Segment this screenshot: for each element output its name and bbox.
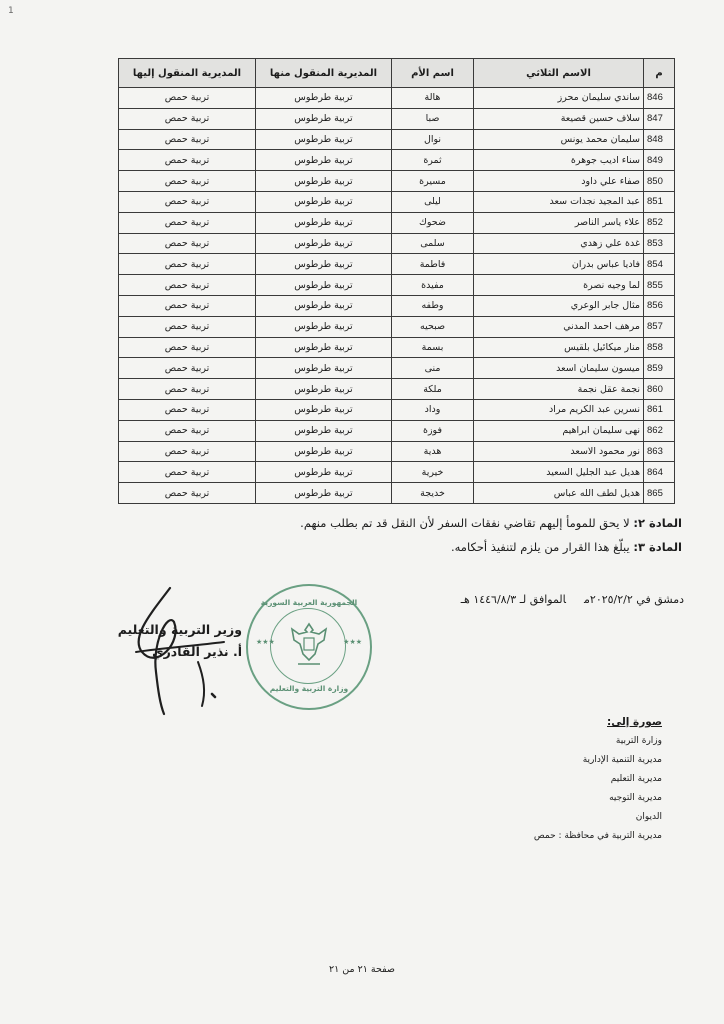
transfer-table <box>118 58 675 504</box>
cell-name: ساندي سليمان محرز <box>474 88 644 109</box>
cell-num: 859 <box>644 358 675 379</box>
cell-name: مرهف احمد المدني <box>474 316 644 337</box>
cell-from: تربية طرطوس <box>256 420 392 441</box>
article-label: المادة ٢: <box>633 516 682 530</box>
cell-num: 850 <box>644 171 675 192</box>
cell-name: نور محمود الاسعد <box>474 441 644 462</box>
cell-from: تربية طرطوس <box>256 233 392 254</box>
cell-num: 861 <box>644 399 675 420</box>
seal-top-text: الجمهورية العربية السورية <box>260 598 358 607</box>
cell-mother: نوال <box>392 129 474 150</box>
cell-to: تربية حمص <box>119 379 256 400</box>
cell-name: نسرين عبد الكريم مراد <box>474 399 644 420</box>
cell-name: سليمان محمد يونس <box>474 129 644 150</box>
cell-num: 852 <box>644 212 675 233</box>
cell-to: تربية حمص <box>119 420 256 441</box>
cell-num: 858 <box>644 337 675 358</box>
table-row <box>119 316 675 337</box>
cell-name: عبد المجيد نجدات سعد <box>474 191 644 212</box>
ministry-seal <box>246 584 372 710</box>
cell-from: تربية طرطوس <box>256 254 392 275</box>
table-row <box>119 462 675 483</box>
cell-mother: وطفه <box>392 295 474 316</box>
table-row <box>119 399 675 420</box>
cell-num: 853 <box>644 233 675 254</box>
cell-name: نجمة عقل نجمة <box>474 379 644 400</box>
cell-from: تربية طرطوس <box>256 337 392 358</box>
cell-mother: مسيرة <box>392 171 474 192</box>
cell-num: 864 <box>644 462 675 483</box>
cell-to: تربية حمص <box>119 171 256 192</box>
cell-name: ميسون سليمان اسعد <box>474 358 644 379</box>
cell-num: 857 <box>644 316 675 337</box>
cell-num: 851 <box>644 191 675 212</box>
table-row <box>119 254 675 275</box>
cell-num: 862 <box>644 420 675 441</box>
table-header-row <box>119 59 675 88</box>
cell-to: تربية حمص <box>119 358 256 379</box>
cell-name: سناء اديب جوهرة <box>474 150 644 171</box>
signatory-title: وزير التربية والتعليم <box>117 622 242 637</box>
cell-mother: مفيدة <box>392 275 474 296</box>
cell-num: 846 <box>644 88 675 109</box>
cell-to: تربية حمص <box>119 275 256 296</box>
table-row <box>119 233 675 254</box>
cell-name: نهى سليمان ابراهيم <box>474 420 644 441</box>
cell-mother: هالة <box>392 88 474 109</box>
table-row <box>119 108 675 129</box>
cell-to: تربية حمص <box>119 483 256 504</box>
cell-name: علاء ياسر الناصر <box>474 212 644 233</box>
cell-from: تربية طرطوس <box>256 171 392 192</box>
cell-num: 865 <box>644 483 675 504</box>
cell-num: 849 <box>644 150 675 171</box>
cell-name: منار ميكائيل بلقيس <box>474 337 644 358</box>
copy-recipient: مديرية التعليم <box>610 774 662 784</box>
cell-from: تربية طرطوس <box>256 462 392 483</box>
cell-num: 855 <box>644 275 675 296</box>
copy-recipient: مديرية التنمية الإدارية <box>582 755 662 765</box>
header-mother: اسم الأم <box>392 59 474 88</box>
cell-from: تربية طرطوس <box>256 150 392 171</box>
copies-list <box>534 713 662 846</box>
cell-to: تربية حمص <box>119 295 256 316</box>
cell-to: تربية حمص <box>119 462 256 483</box>
cell-to: تربية حمص <box>119 316 256 337</box>
header-to: المديرية المنقول إليها <box>119 59 256 88</box>
table-row <box>119 420 675 441</box>
page-footer: صفحة ٢١ من ٢١ <box>329 964 395 975</box>
cell-to: تربية حمص <box>119 88 256 109</box>
cell-to: تربية حمص <box>119 129 256 150</box>
cell-to: تربية حمص <box>119 150 256 171</box>
cell-mother: ثمرة <box>392 150 474 171</box>
table-row <box>119 150 675 171</box>
date-gregorian: دمشق في ٢٠٢٥/٢/٢م <box>584 593 684 606</box>
cell-num: 860 <box>644 379 675 400</box>
cell-num: 856 <box>644 295 675 316</box>
header-num: م <box>644 59 675 88</box>
table-row <box>119 171 675 192</box>
cell-num: 854 <box>644 254 675 275</box>
cell-from: تربية طرطوس <box>256 399 392 420</box>
cell-mother: خديجة <box>392 483 474 504</box>
cell-mother: ملكة <box>392 379 474 400</box>
handwritten-signature <box>112 582 242 722</box>
cell-from: تربية طرطوس <box>256 358 392 379</box>
cell-from: تربية طرطوس <box>256 441 392 462</box>
cell-name: سلاف حسين قصيعة <box>474 108 644 129</box>
cell-mother: صبحيه <box>392 316 474 337</box>
cell-to: تربية حمص <box>119 399 256 420</box>
cell-from: تربية طرطوس <box>256 88 392 109</box>
cell-from: تربية طرطوس <box>256 212 392 233</box>
cell-mother: منى <box>392 358 474 379</box>
cell-name: صفاء علي داود <box>474 171 644 192</box>
cell-name: فاديا عباس بدران <box>474 254 644 275</box>
table-row <box>119 483 675 504</box>
cell-from: تربية طرطوس <box>256 316 392 337</box>
cell-to: تربية حمص <box>119 254 256 275</box>
corner-mark: 1 <box>8 6 14 16</box>
cell-to: تربية حمص <box>119 337 256 358</box>
cell-from: تربية طرطوس <box>256 483 392 504</box>
cell-mother: ليلى <box>392 191 474 212</box>
copy-recipient: وزارة التربية <box>615 736 662 746</box>
table-row <box>119 129 675 150</box>
cell-mother: فاطمة <box>392 254 474 275</box>
table-row <box>119 295 675 316</box>
cell-mother: هدية <box>392 441 474 462</box>
cell-num: 848 <box>644 129 675 150</box>
table-row <box>119 441 675 462</box>
copy-recipient: الديوان <box>635 812 662 822</box>
cell-mother: بسمة <box>392 337 474 358</box>
cell-from: تربية طرطوس <box>256 275 392 296</box>
article-2 <box>300 511 682 535</box>
cell-mother: فوزة <box>392 420 474 441</box>
cell-to: تربية حمص <box>119 108 256 129</box>
seal-stars-icon: ★★★ <box>343 638 362 646</box>
cell-name: مثال جابر الوعري <box>474 295 644 316</box>
table-row <box>119 88 675 109</box>
cell-name: لما وجيه نصرة <box>474 275 644 296</box>
cell-to: تربية حمص <box>119 233 256 254</box>
cell-mother: صبا <box>392 108 474 129</box>
table-row <box>119 337 675 358</box>
table-row <box>119 275 675 296</box>
cell-mother: خيرية <box>392 462 474 483</box>
cell-from: تربية طرطوس <box>256 108 392 129</box>
dateline <box>443 593 684 606</box>
cell-name: هديل عبد الجليل السعيد <box>474 462 644 483</box>
cell-name: هديل لطف الله عباس <box>474 483 644 504</box>
table-row <box>119 212 675 233</box>
copy-recipient: مديرية التربية في محافظة : حمص <box>533 831 662 841</box>
cell-mother: سلمى <box>392 233 474 254</box>
article-text: يبلّغ هذا القرار من يلزم لتنفيذ أحكامه. <box>450 540 634 554</box>
cell-num: 863 <box>644 441 675 462</box>
cell-num: 847 <box>644 108 675 129</box>
articles <box>300 511 682 559</box>
article-3 <box>300 535 682 559</box>
cell-mother: ضحوك <box>392 212 474 233</box>
cell-to: تربية حمص <box>119 191 256 212</box>
header-name: الاسم الثلاثي <box>474 59 644 88</box>
cell-from: تربية طرطوس <box>256 191 392 212</box>
copy-recipient: مديرية التوجيه <box>609 793 662 803</box>
eagle-emblem-icon <box>288 620 330 668</box>
date-hijri: الموافق لـ ١٤٤٦/٨/٣ هـ <box>460 593 567 606</box>
article-label: المادة ٣: <box>633 540 682 554</box>
header-from: المديرية المنقول منها <box>256 59 392 88</box>
copies-heading: صورة إلى: <box>607 716 662 728</box>
table-row <box>119 191 675 212</box>
cell-to: تربية حمص <box>119 212 256 233</box>
table-row <box>119 358 675 379</box>
signatory-name: أ. نذير القادري <box>152 644 242 659</box>
cell-from: تربية طرطوس <box>256 379 392 400</box>
seal-stars-icon: ★★★ <box>256 638 275 646</box>
article-text: لا يحق للمومأ إليهم تقاضي نفقات السفر لأن النقل قد تم بطلب منهم. <box>300 516 634 530</box>
table-row <box>119 379 675 400</box>
cell-name: غدة علي زهدي <box>474 233 644 254</box>
cell-from: تربية طرطوس <box>256 129 392 150</box>
seal-bottom-text: وزارة التربية والتعليم <box>269 684 349 693</box>
cell-to: تربية حمص <box>119 441 256 462</box>
cell-mother: وداد <box>392 399 474 420</box>
cell-from: تربية طرطوس <box>256 295 392 316</box>
